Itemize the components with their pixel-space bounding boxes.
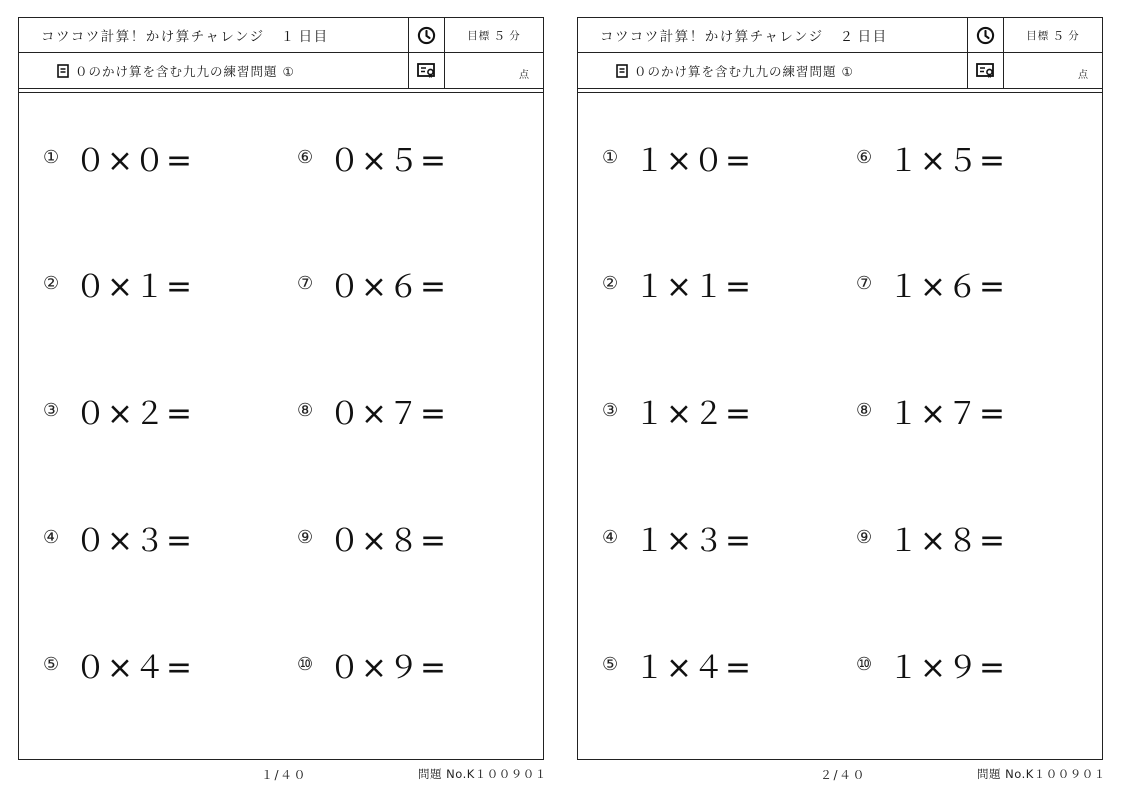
problem-marker: ⑥ xyxy=(297,147,314,168)
score-cell[interactable] xyxy=(1004,53,1102,88)
problem-6 xyxy=(856,135,1006,180)
goal-label: 目標 xyxy=(1026,29,1050,42)
problem-3 xyxy=(43,388,193,433)
worksheet-title: コツコツ計算！かけ算チャレンジ xyxy=(41,29,265,45)
header-row-subtitle xyxy=(19,53,543,89)
title-cell xyxy=(19,18,409,52)
problem-expression: ０×２= xyxy=(75,396,193,432)
goal-label: 目標 xyxy=(467,29,491,42)
problem-7 xyxy=(297,261,447,306)
problem-marker: ③ xyxy=(43,400,60,421)
day-number: ２ xyxy=(839,29,855,45)
problem-expression: １×６= xyxy=(888,269,1006,305)
goal-unit: 分 xyxy=(1068,29,1080,42)
certificate-icon xyxy=(417,63,437,79)
subtitle-cell xyxy=(578,53,968,88)
certificate-icon xyxy=(976,63,996,79)
clock-icon xyxy=(976,26,995,45)
problem-expression: １×１= xyxy=(634,269,752,305)
problem-marker: ⑧ xyxy=(297,400,314,421)
problem-expression: １×０= xyxy=(634,143,752,179)
problem-expression: ０×９= xyxy=(329,650,447,686)
problem-7 xyxy=(856,261,1006,306)
problem-expression: １×３= xyxy=(634,523,752,559)
problem-marker: ③ xyxy=(602,400,619,421)
problem-expression: ０×５= xyxy=(329,143,447,179)
problem-marker: ④ xyxy=(602,527,619,548)
worksheet-title: コツコツ計算！かけ算チャレンジ xyxy=(600,29,824,45)
problem-expression: ０×４= xyxy=(75,650,193,686)
score-cell[interactable] xyxy=(445,53,543,88)
goal-cell xyxy=(445,18,543,52)
problem-marker: ① xyxy=(43,147,60,168)
problem-10 xyxy=(297,642,447,687)
problem-expression: ０×０= xyxy=(75,143,193,179)
problem-6 xyxy=(297,135,447,180)
header-row-title xyxy=(578,18,1102,53)
subtitle-cell xyxy=(19,53,409,88)
problem-expression: １×２= xyxy=(634,396,752,432)
goal-number: ５ xyxy=(1052,28,1066,43)
problem-2 xyxy=(602,261,752,306)
problem-marker: ⑨ xyxy=(297,527,314,548)
goal-unit: 分 xyxy=(509,29,521,42)
day-number: １ xyxy=(280,29,296,45)
goal-number: ５ xyxy=(493,28,507,43)
problem-1 xyxy=(602,135,752,180)
problem-marker: ② xyxy=(602,273,619,294)
certificate-cell xyxy=(968,53,1004,88)
problem-id: 問題 No.K１００９０１ xyxy=(977,767,1106,781)
problem-1 xyxy=(43,135,193,180)
problem-marker: ⑤ xyxy=(602,654,619,675)
problem-8 xyxy=(297,388,447,433)
title-cell xyxy=(578,18,968,52)
problem-9 xyxy=(856,515,1006,560)
problem-9 xyxy=(297,515,447,560)
clock-cell xyxy=(968,18,1004,52)
problem-expression: １×４= xyxy=(634,650,752,686)
day-label xyxy=(840,25,888,45)
worksheet-subtitle: ０のかけ算を含む九九の練習問題 ① xyxy=(75,63,295,79)
goal-cell xyxy=(1004,18,1102,52)
day-unit: 日目 xyxy=(857,29,888,45)
header-row-title xyxy=(19,18,543,53)
document-icon xyxy=(57,64,69,78)
problem-marker: ⑧ xyxy=(856,400,873,421)
problem-marker: ⑥ xyxy=(856,147,873,168)
problem-expression: ０×３= xyxy=(75,523,193,559)
certificate-cell xyxy=(409,53,445,88)
day-label xyxy=(281,25,329,45)
problem-5 xyxy=(43,642,193,687)
problem-8 xyxy=(856,388,1006,433)
problem-expression: ０×７= xyxy=(329,396,447,432)
day-unit: 日目 xyxy=(298,29,329,45)
problem-4 xyxy=(602,515,752,560)
problem-marker: ② xyxy=(43,273,60,294)
problem-10 xyxy=(856,642,1006,687)
problem-marker: ⑤ xyxy=(43,654,60,675)
document-icon xyxy=(616,64,628,78)
problem-marker: ⑩ xyxy=(297,654,314,675)
worksheet-day-1 xyxy=(18,17,544,760)
problem-expression: １×９= xyxy=(888,650,1006,686)
problem-5 xyxy=(602,642,752,687)
problem-2 xyxy=(43,261,193,306)
clock-icon xyxy=(417,26,436,45)
clock-cell xyxy=(409,18,445,52)
problem-expression: ０×８= xyxy=(329,523,447,559)
problem-expression: １×８= xyxy=(888,523,1006,559)
problem-marker: ⑦ xyxy=(856,273,873,294)
problem-4 xyxy=(43,515,193,560)
problem-marker: ⑦ xyxy=(297,273,314,294)
problem-id: 問題 No.K１００９０１ xyxy=(418,767,547,781)
header-row-subtitle xyxy=(578,53,1102,89)
page-number: １/４０ xyxy=(261,768,308,782)
problem-marker: ⑨ xyxy=(856,527,873,548)
worksheet-day-2 xyxy=(577,17,1103,760)
problem-expression: ０×６= xyxy=(329,269,447,305)
problem-expression: １×５= xyxy=(888,143,1006,179)
problem-marker: ⑩ xyxy=(856,654,873,675)
problem-3 xyxy=(602,388,752,433)
problem-expression: ０×１= xyxy=(75,269,193,305)
score-unit: 点 xyxy=(1078,70,1088,81)
problem-marker: ④ xyxy=(43,527,60,548)
problem-marker: ① xyxy=(602,147,619,168)
score-unit: 点 xyxy=(519,70,529,81)
problem-expression: １×７= xyxy=(888,396,1006,432)
worksheet-subtitle: ０のかけ算を含む九九の練習問題 ① xyxy=(634,63,854,79)
page-number: ２/４０ xyxy=(820,768,867,782)
